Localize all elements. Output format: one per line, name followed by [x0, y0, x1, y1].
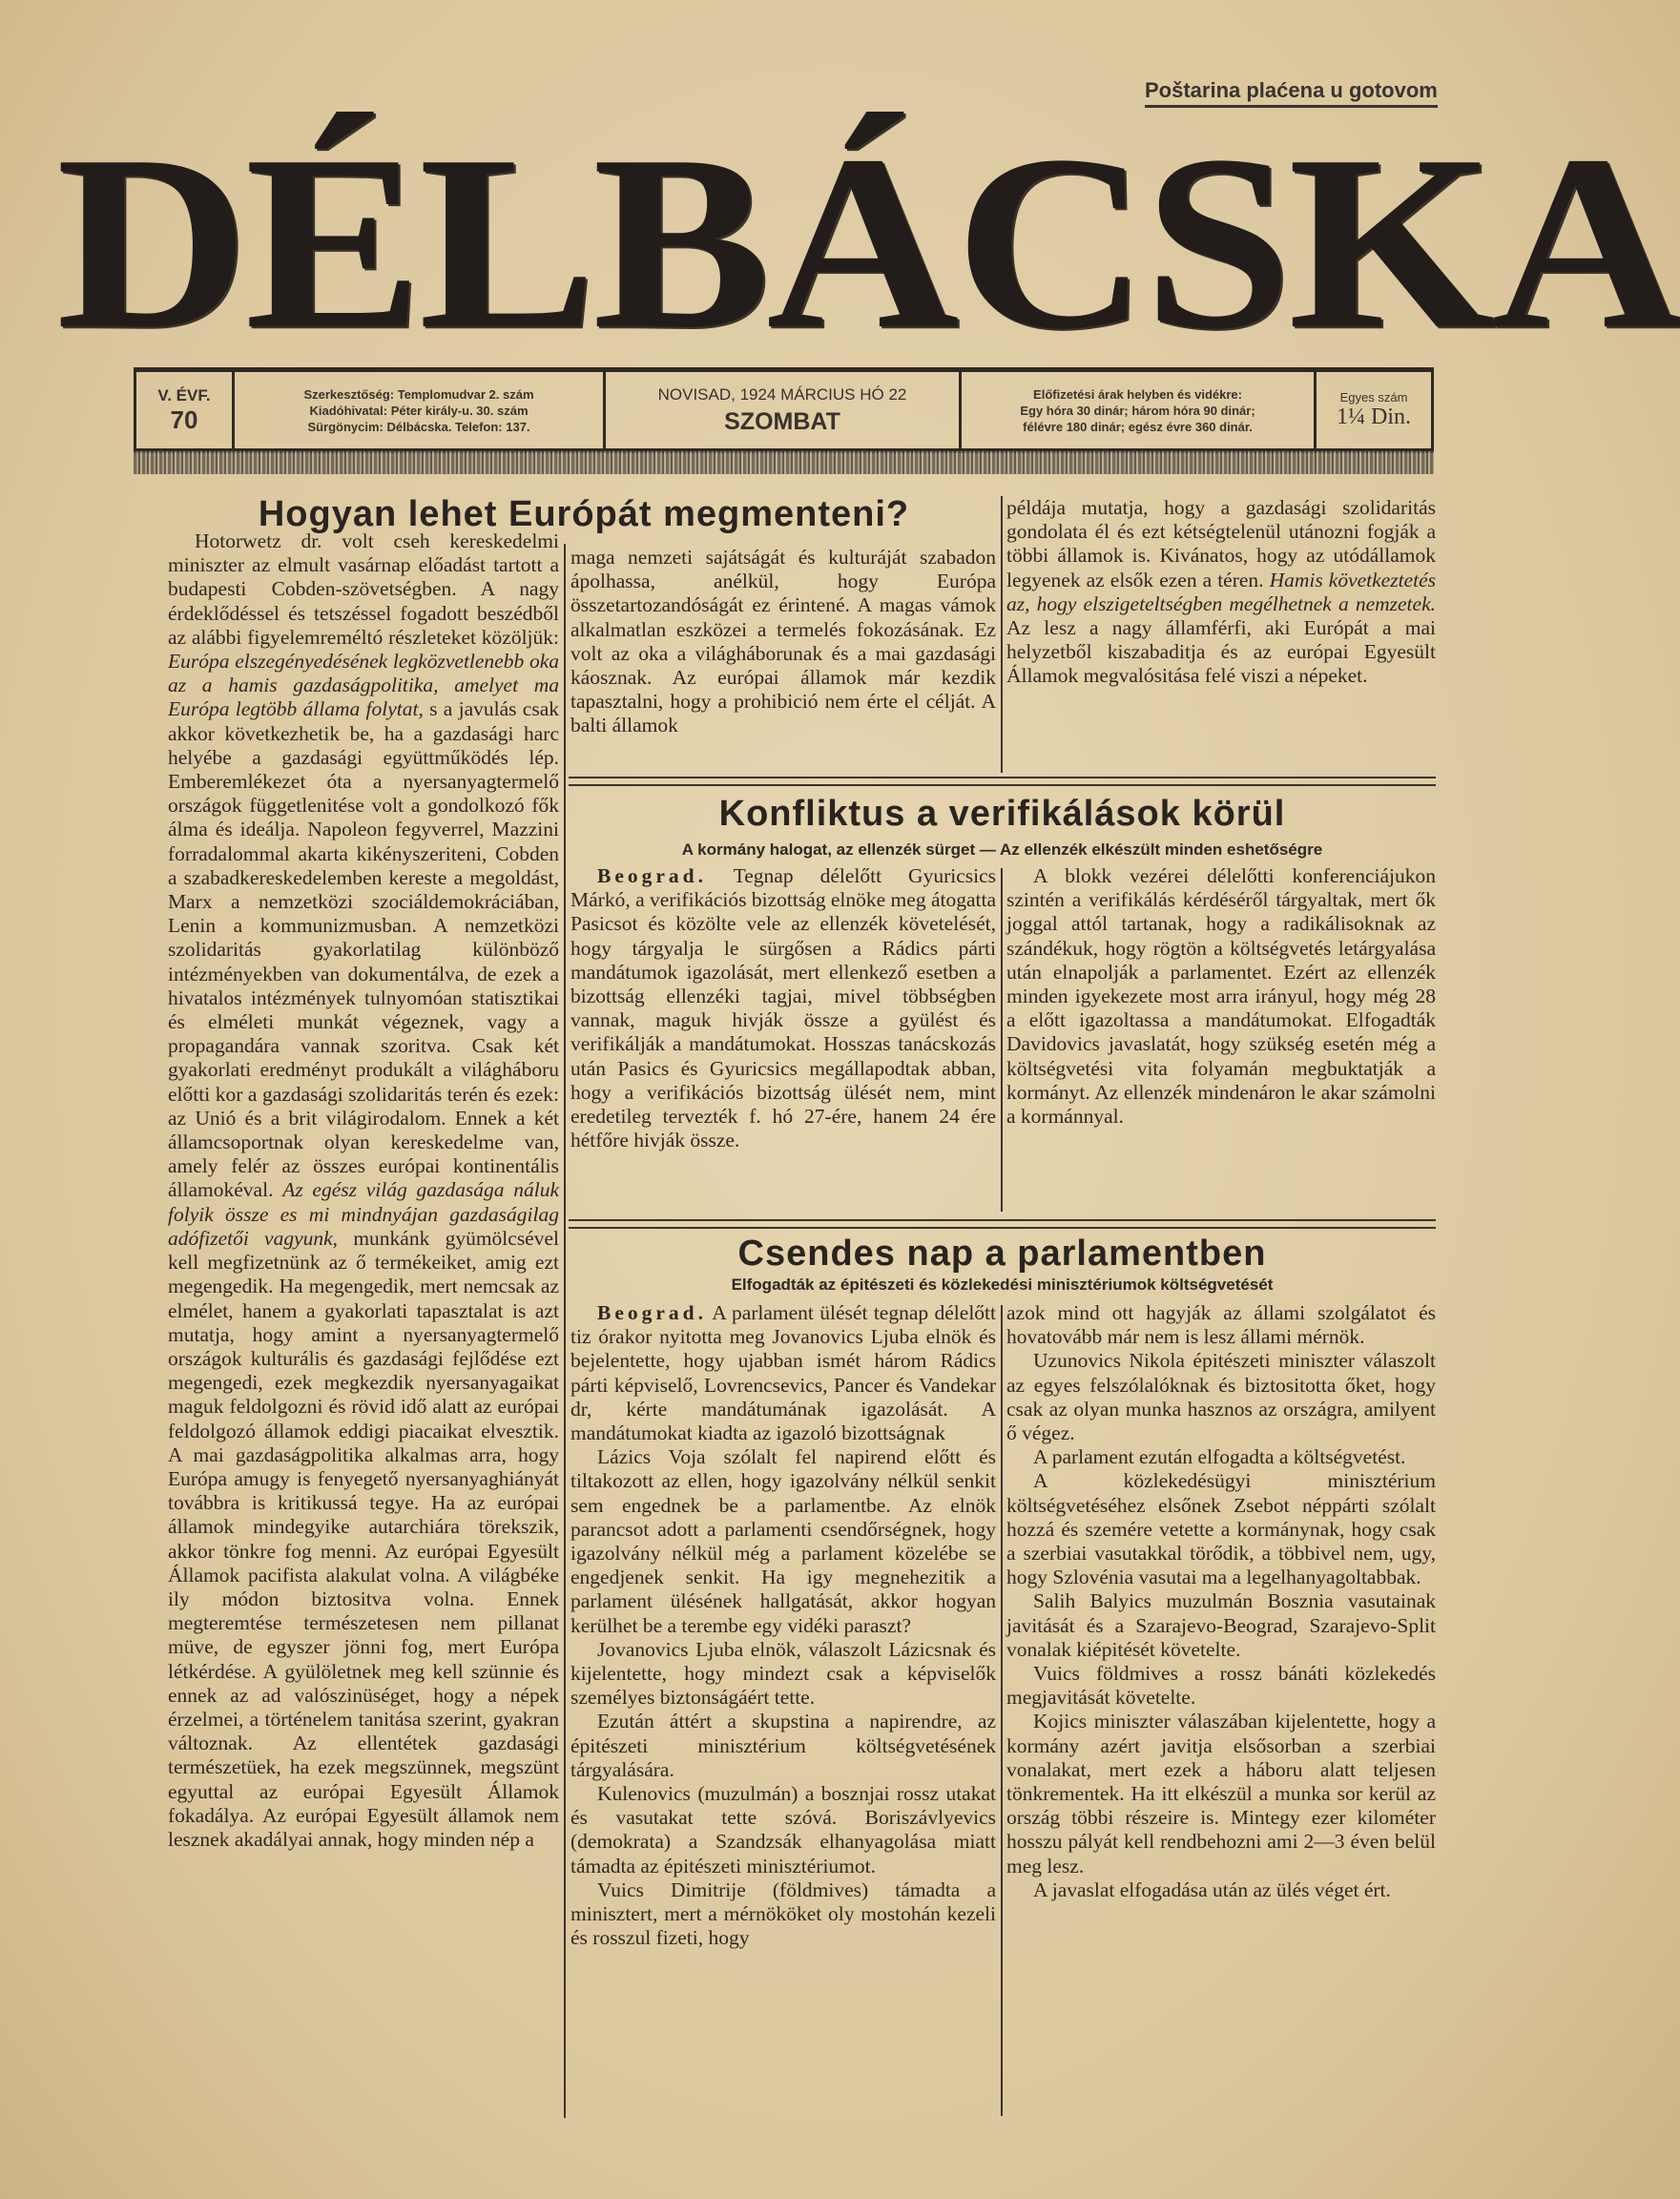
weekday: SZOMBAT: [724, 407, 840, 435]
text: Uzunovics Nikola épitészeti miniszter válaszolt az egyes felszólalóknak és biztositotta őket, hogy csak az olyan munka hasznos az országra, amilyent ő végez.: [1006, 1349, 1436, 1445]
office-address: Kiadóhivatal: Péter király-u. 30. szám: [309, 403, 529, 418]
section-rule: [569, 777, 1436, 786]
article-column: [570, 1301, 996, 2117]
column-divider: [564, 544, 566, 2118]
dateline: Beograd.: [597, 864, 708, 887]
volume-label: V. ÉVF.: [157, 385, 211, 405]
italic-text: Hamis következtetés az, hogy elszigeteltségben megélhetnek a nemzetek.: [1006, 568, 1436, 615]
text: Kulenovics (muzulmán) a bosznjai rossz utakat és vasutakat tette szóvá. Boriszávlyevics (demokrata) a Szandzsák elhanyagolása miatt támadta az épitészeti minisztériumot.: [570, 1782, 996, 1877]
single-price: 1¼ Din.: [1337, 405, 1411, 429]
prices-line: félévre 180 dinár; egész évre 360 dinár.: [1023, 419, 1253, 434]
postage-notice: Poštarina plaćena u gotovom: [1145, 78, 1438, 108]
header-info-strip: [134, 367, 1434, 453]
ornamental-band: [134, 451, 1434, 474]
article-column: [1006, 1301, 1436, 2117]
text: A parlament ülését tegnap délelőtt tiz órakor nyitotta meg Jovanovics Ljuba elnök és bejelentette, hogy ujabban ismét három Rádics párti képviselő, Lovrencsevics, Pancer és Vandekar dr, kérte mandátumának igazolását. A mandátumokat kiadta az igazoló bizottságnak: [570, 1301, 996, 1445]
text: Tegnap délelőtt Gyuricsics Márkó, a verifikációs bizottság elnöke meg átogatta Pasicsot és közölte vele az ellenzék követelését, hogy tárgyalja le sürgősen a Rádics párti mandátumok igazolását, mert ellenkező esetben a bizottság ellenzéki tagjai, mivel többségben vannak, maguk hivják össze a gyülést és verifikálják a mandátumokat. Hosszas tanácskozás után Pasics és Gyuricsics megállapodtak abban, hogy a verifikációs bizottság ülését nem, mint eredetileg tervezték f. hó 27-ére, hanem 24 ére hétfőre hivják össze.: [570, 864, 996, 1152]
article-column: [570, 546, 996, 770]
single-price-cell: [1314, 372, 1434, 448]
text: munkánk gyümölcsével kell megfizetnünk az ő termékeiket, amig ezt megengedik. Ha megengedik, mert nemcsak az elmélet, hanem a gyakorlati tapasztalat is azt mutatja, hogy amint a nyersanyagtermelő országok kulturális és gazdasági fejlődése ezt megengedi, ezek megkezdik nyersanyagaikat maguk feldolgozni és rövid idő alatt az európai feldolgozó államok eddigi piacaikat elvesztik. A mai gazdaságpolitika alkalmas arra, hogy Európa amugy is fenyegető nyersanyaghiányát továbbra is kritikussá tegye. Ha az európai államok mindegyike autarchiára törekszik, akkor tönkre fog menni. Az európai Egyesült Államok pacifista alakulat volna. A világbéke ily módon biztositva volna. Ennek megteremtése természetesen nem pillanat müve, de egyszer jönni fog, mert Európa létkérdése. A gyülöletnek meg kell szünnie és ennek az ad valószinüséget, hogy a népek érzelmei, a történelem tanitása szerint, gyakran változnak. Az ellentétek gazdasági természetüek, ha ezek megszünnek, megszünt egyuttal az európai Egyesült Államok fokadálya. Az európai Egyesült államok nem lesznek akadályai annak, hogy minden nép a: [168, 1226, 559, 1851]
text: A parlament ezután elfogadta a költségvetést.: [1033, 1445, 1406, 1469]
italic-text: Az egész világ gazdasága náluk folyik össze es mi mindnyájan gazdaságilag adófizetői vagyunk,: [168, 1178, 559, 1250]
article-column: [168, 529, 559, 2115]
article-headline: Csendes nap a parlamentben: [737, 1234, 1267, 1274]
column-divider: [1001, 1305, 1003, 2116]
masthead-logo: [55, 104, 1680, 382]
text: Hotorwetz dr. volt cseh kereskedelmi miniszter az elmult vasárnap előadást tartott a budapesti Cobden-szövetségben. A nagy érdeklődéssel és tetszéssel fogadott beszédből az alábbi figyelemreméltó részleteket közöljük:: [168, 529, 559, 649]
article-column: [1006, 496, 1436, 773]
editorial-address: Szerkesztőség: Templomudvar 2. szám: [303, 386, 534, 402]
text: Jovanovics Ljuba elnök, válaszolt Lázicsnak és kijelentette, hogy mindezt csak a képviselők személyes biztonságáért tette.: [570, 1637, 996, 1710]
italic-text: Európa elszegényedésének legközvetlenebb oka az a hamis gazdaságpolitika, amelyet ma Európa legtöbb állama folytat,: [168, 650, 559, 721]
text: Vuics földmives a rossz bánáti közlekedés megjavitását követelte.: [1006, 1662, 1436, 1710]
volume-issue-cell: [134, 372, 232, 448]
article-headline: Hogyan lehet Európát megmenteni?: [258, 494, 910, 534]
single-price-label: Egyes szám: [1339, 390, 1408, 405]
dateline: Beograd.: [597, 1301, 708, 1324]
text: Salih Balyics muzulmán Bosznia vasutainak javitását és a Szarajevo-Beograd, Szarajevo-Split vonalak kiépitését követelte.: [1006, 1589, 1436, 1661]
article-column: [1006, 864, 1436, 1213]
article-headline: Konfliktus a verifikálások körül: [718, 794, 1286, 834]
column-divider: [1001, 868, 1003, 1212]
address-cell: [232, 372, 603, 448]
text: maga nemzeti sajátságát és kulturáját szabadon ápolhassa, anélkül, hogy Európa összetartozandóságát ez érintené. A magas vámok alkalmatlan eszközei a termelés fokozásának. Ez volt az oka a világháborunak és a mai gazdasági káosznak. Az európai államok már kezdik tapasztalni, hogy a prohibició nem érte el célját. A balti államok: [570, 546, 996, 737]
text: A javaslat elfogadása után az ülés véget ért.: [1033, 1877, 1391, 1901]
article-subheadline: A kormány halogat, az ellenzék sürget — Az ellenzék elkészült minden eshetőségre: [681, 840, 1323, 859]
text: Ezután áttért a skupstina a napirendre, az épitészeti minisztérium költségvetésének tárgyalására.: [570, 1710, 996, 1781]
text: azok mind ott hagyják az állami szolgálatot és hovatovább már nem is lesz állami mérnök.: [1006, 1301, 1436, 1349]
dateline: NOVISAD, 1924 MÁRCIUS HÓ 22: [657, 384, 907, 404]
telegram-phone: Sürgönycim: Délbácska. Telefon: 137.: [307, 419, 530, 434]
text: példája mutatja, hogy a gazdasági szolidaritás gondolata él és ezt kétségtelenül utánozni fogják a többi államok is. Kivánatos, hogy az utódállamok legyenek az elsők ezen a téren.: [1006, 496, 1436, 591]
masthead-text: DÉLBÁCSKA: [55, 104, 1680, 382]
text: A közlekedésügyi minisztérium költségvetéséhez elsőnek Zsebot néppárti szólalt hozzá és szemére vetette a kormánynak, hogy csak a szerbiai vasutakkal törődik, a többivel nem, ugy, hogy Szlovénia vasutai ma a legelhanyagoltabbak.: [1006, 1469, 1436, 1589]
issue-number: 70: [170, 405, 198, 434]
text: Az lesz a nagy államférfi, aki Európát a mai helyzetből kiszabaditja és az európai Egyesült Államok megvalósitása felé viszi a népeket.: [1006, 616, 1436, 688]
text: A blokk vezérei délelőtti konferenciájukon szintén a verifikálás kérdéséről tárgyaltak, mert ők joggal attól tartanak, hogy a radikálisoknak az szándékuk, hogy rögtön a költségvetés letárgyalása után elnapolják a parlamentet. Ezért az ellenzék minden igyekezete most arra irányul, hogy még 28 a előtt igazoltassa a mandátumokat. Elfogadták Davidovics javaslatát, hogy szükség esetén még a költségvetési vita folyamán megbuktatják a kormányt. Az ellenzék mindenáron le akar számolni a kormánnyal.: [1006, 864, 1436, 1129]
article-subheadline: Elfogadták az épitészeti és közlekedési minisztériumok költségvetését: [731, 1276, 1274, 1294]
text: s a javulás csak akkor következhetik be, ha a gazdasági harc helyébe a gazdasági együttműködés lép. Emberemlékezet óta a nyersanyagtermelő országok függetlenitése volt a gondolkozó fők álma és ideálja. Napoleon fegyverrel, Mazzini forradalommal akarta kikényszeriteni, Cobden a szabadkereskedelemben kereste a megoldást, Marx a nemzetközi szociáldemokráciában, Lenin a kommunizmusban. A nemzetközi szolidaritás gyakorlatilag különböző intézményekben van dokumentálva, de ezek a hivatalos intézmények tulnyomóan statisztikai és elméleti munkát végeznek, vagy a propagandára vannak szoritva. Csak két gyakorlati eredményt produkált a világháboru előtti kor a gazdasági szolidaritás terén és ezek: az Unió és a brit világirodalom. Ennek a két államcsoportnak olyan kereskedelme van, amely felér az összes európai kontinentális államokéval.: [168, 697, 560, 1202]
text: Kojics miniszter válaszában kijelentette, hogy a kormány azért javitja elsősorban a szerbiai vonalakat, mert ezek a háboru alatt teljesen tönkrementek. Ha itt elkészül a munka sor kerül az ország többi részeire is. Mintegy ezer kilométer hosszu pályát kell rendbehozni ami 2—3 éven belül meg lesz.: [1006, 1710, 1436, 1877]
text: Vuics Dimitrije (földmives) támadta a minisztert, mert a mérnököket oly mostohán kezeli és rosszul fizeti, hogy: [570, 1877, 996, 1950]
prices-line: Egy hóra 30 dinár; három hóra 90 dinár;: [1020, 403, 1255, 418]
prices-cell: [959, 372, 1314, 448]
prices-line: Előfizetési árak helyben és vidékre:: [1033, 386, 1242, 402]
date-cell: [603, 372, 959, 448]
column-divider: [1001, 496, 1003, 773]
section-rule: [569, 1219, 1436, 1229]
article-column: [570, 864, 996, 1213]
text: Lázics Voja szólalt fel napirend előtt és tiltakozott az ellen, hogy igazolvány nélkül senkit sem engednek be a parlamentbe. Az elnök parancsot adott a parlamenti csendőrségnek, hogy igazolvány nélkül még a parlament közelébe se engedjenek senkit. Ha igy megnehezitik a parlament ülésének hallgatását, akkor hogyan kerülhet be a terembe egy vidéki paraszt?: [570, 1445, 996, 1637]
